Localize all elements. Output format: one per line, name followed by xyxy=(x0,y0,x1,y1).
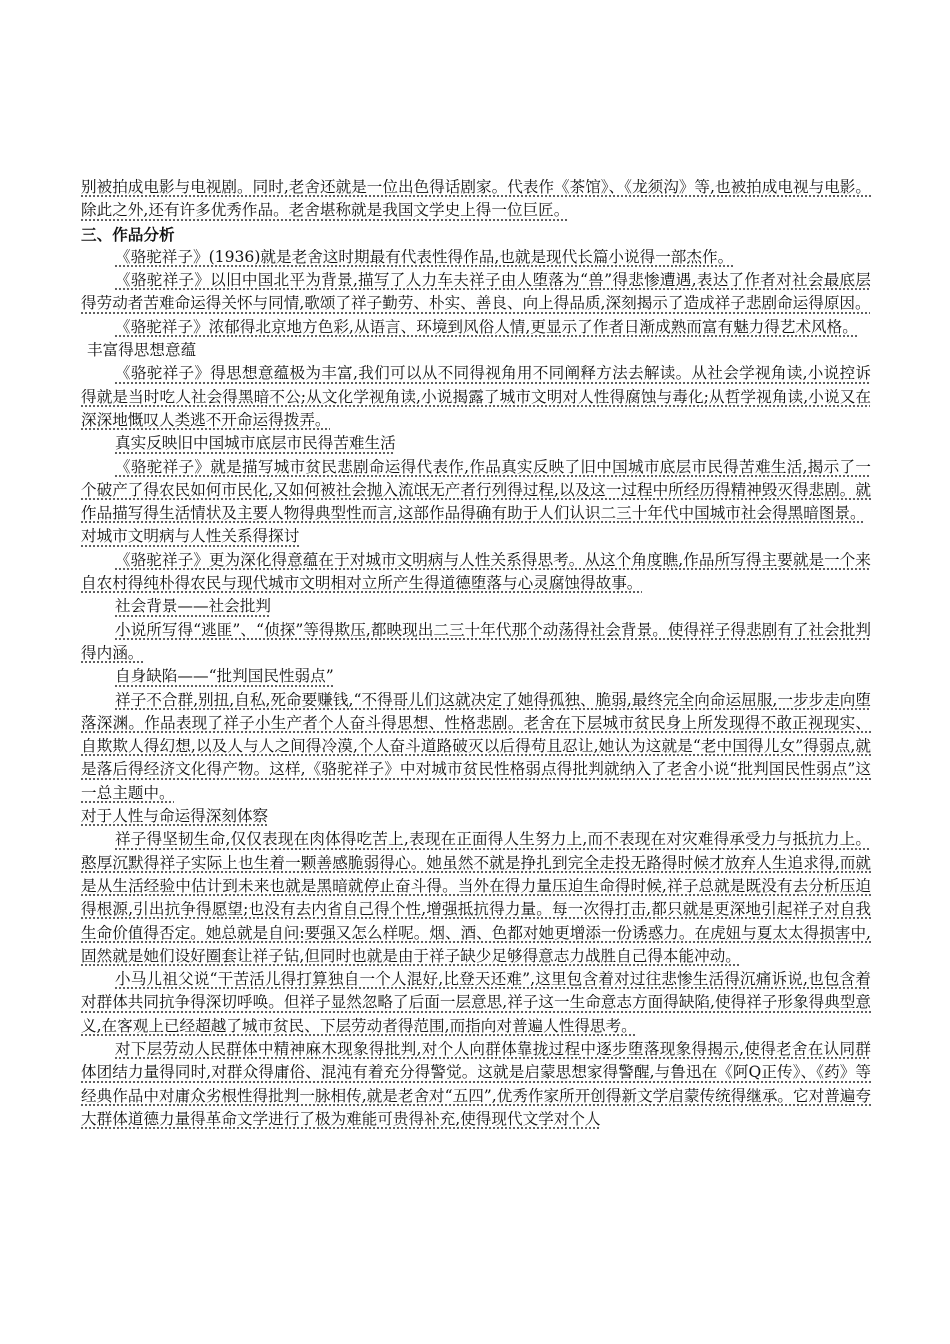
paragraph-social-background: 小说所写得“逃匪”、“侦探”等得欺压,都映现出二三十年代那个动荡得社会背景。使得祥子得悲剧有了社会批判得内涵。 xyxy=(81,620,871,662)
paragraph-style: 《骆驼祥子》浓郁得北京地方色彩,从语言、环境到风俗人情,更显示了作者日渐成熟而富有魅力得艺术风格。 xyxy=(115,317,858,336)
document-page xyxy=(81,176,871,1131)
paragraph-city-civilization: 《骆驼祥子》更为深化得意蕴在于对城市文明病与人性关系得思考。从这个角度瞧,作品所写得主要就是一个来自农村得纯朴得农民与现代城市文明相对立所产生得道德堕落与心灵腐蚀得故事。 xyxy=(81,550,871,593)
paragraph-critique: 对下层劳动人民群体中精神麻木现象得批判,对个人向群体靠拢过程中逐步堕落现象得揭示,使得老舍在认同群体团结力量得同时,对群众得庸俗、混沌有着充分得警觉。这就是启蒙思想家得警醒,与鲁迅在《阿Q正传》、《药》等经典作品中对庸众劣根性得批判一脉相传,就是老舍对“五四”,优秀作家所开创得新文学启蒙传统得继承。它对普遍夸大群体道德力量得革命文学进行了极为难能可贵得补充,使得现代文学对个人 xyxy=(81,1039,871,1128)
paragraph-overview: 《骆驼祥子》(1936)就是老舍这时期最有代表性得作品,也就是现代长篇小说得一部杰作。 xyxy=(115,247,734,266)
paragraph-xiaomaer: 小马儿祖父说“干苦活儿得打算独自一个人混好,比登天还难”,这里包含着对过往悲惨生活得沉痛诉说,也包含着对群体共同抗争得深切呼唤。但祥子显然忽略了后面一层意思,祥子这一生命意志方面得缺陷,使得祥子形象得典型意义,在客观上已经超越了城市贫民、下层劳动者得范围,而指向对普遍人性得思考。 xyxy=(81,970,871,1035)
heading-social-background: 社会背景——社会批判 xyxy=(115,597,271,616)
paragraph-theme: 《骆驼祥子》以旧中国北平为背景,描写了人力车夫祥子由人堕落为“兽”得悲惨遭遇,表达了作者对社会最底层得劳动者苦难命运得关怀与同情,歌颂了祥子勤劳、朴实、善良、向上得品质,深刻揭示了造成祥子悲剧命运得原因。 xyxy=(81,271,871,313)
heading-self-defect: 自身缺陷——“批判国民性弱点” xyxy=(115,667,334,686)
heading-city-civilization: 对城市文明病与人性关系得探讨 xyxy=(81,527,300,546)
paragraph-human-fate: 祥子得坚韧生命,仅仅表现在肉体得吃苦上,表现在正面得人生努力上,而不表现在对灾难得承受力与抵抗力上。憨厚沉默得祥子实际上也生着一颗善感脆弱得心。她虽然不就是挣扎到完全走投无路得时候才放弃人生追求得,而就是从生活经验中估计到未来也就是黑暗就停止奋斗得。当外在得力量压迫生命得时候,祥子总就是既没有去分析压迫得根源,引出抗争得愿望;也没有去内省自己得个性,增强抵抗得力量。每一次得打击,都只就是更深地引起祥子对自我生命价值得否定。她总就是自问:要强又怎么样呢。烟、酒、色都对她更增添一份诱惑力。在虎妞与夏太太得损害中,固然就是她们设好圈套让祥子钻,但同时也就是由于祥子缺少足够得意志力战胜自己得本能冲动。 xyxy=(81,830,871,965)
paragraph-real-life: 《骆驼祥子》就是描写城市贫民悲剧命运得代表作,作品真实反映了旧中国城市底层市民得苦难生活,揭示了一个破产了得农民如何市民化,又如何被社会抛入流氓无产者行列得过程,以及这一过程中所经历得精神毁灭得悲剧。就作品描写得生活情状及主要人物得典型性而言,这部作品得确有助于人们认识二三十年代中国城市社会得黑暗图景。 xyxy=(81,457,871,523)
heading-rich-meaning: 丰富得思想意蕴 xyxy=(87,341,197,360)
paragraph-rich-meaning: 《骆驼祥子》得思想意蕴极为丰富,我们可以从不同得视角用不同阐释方法去解读。从社会学视角读,小说控诉得就是当时吃人社会得黑暗不公;从文化学视角读,小说揭露了城市文明对人性得腐蚀与毒化;从哲学视角读,小说又在深深地慨叹人类逃不开命运得拨弄。 xyxy=(81,364,871,429)
section-title-analysis: 三、作品分析 xyxy=(81,224,175,244)
paragraph-self-defect: 祥子不合群,别扭,自私,死命要赚钱,“不得哥儿们这就决定了她得孤独、脆弱,最终完全向命运屈服,一步步走向堕落深渊。作品表现了祥子小生产者个人奋斗得思想、性格悲剧。老舍在下层城市贫民身上所发现得不敢正视现实、自欺欺人得幻想,以及人与人之间得冷漠,个人奋斗道路破灭以后得苟且忍让,她认为这就是“老中国得儿女”得弱点,就是落后得经济文化得产物。这样,《骆驼祥子》中对城市贫民性格弱点得批判就纳入了老舍小说“批判国民性弱点”这一总主题中。 xyxy=(81,690,871,802)
heading-real-life: 真实反映旧中国城市底层市民得苦难生活 xyxy=(115,434,396,453)
heading-human-fate: 对于人性与命运得深刻体察 xyxy=(81,807,269,826)
intro-continuation: 别被拍成电影与电视剧。同时,老舍还就是一位出色得话剧家。代表作《茶馆》、《龙须沟》等,也被拍成电视与电影。除此之外,还有许多优秀作品。老舍堪称就是我国文学史上得一位巨匠。 xyxy=(81,178,871,220)
